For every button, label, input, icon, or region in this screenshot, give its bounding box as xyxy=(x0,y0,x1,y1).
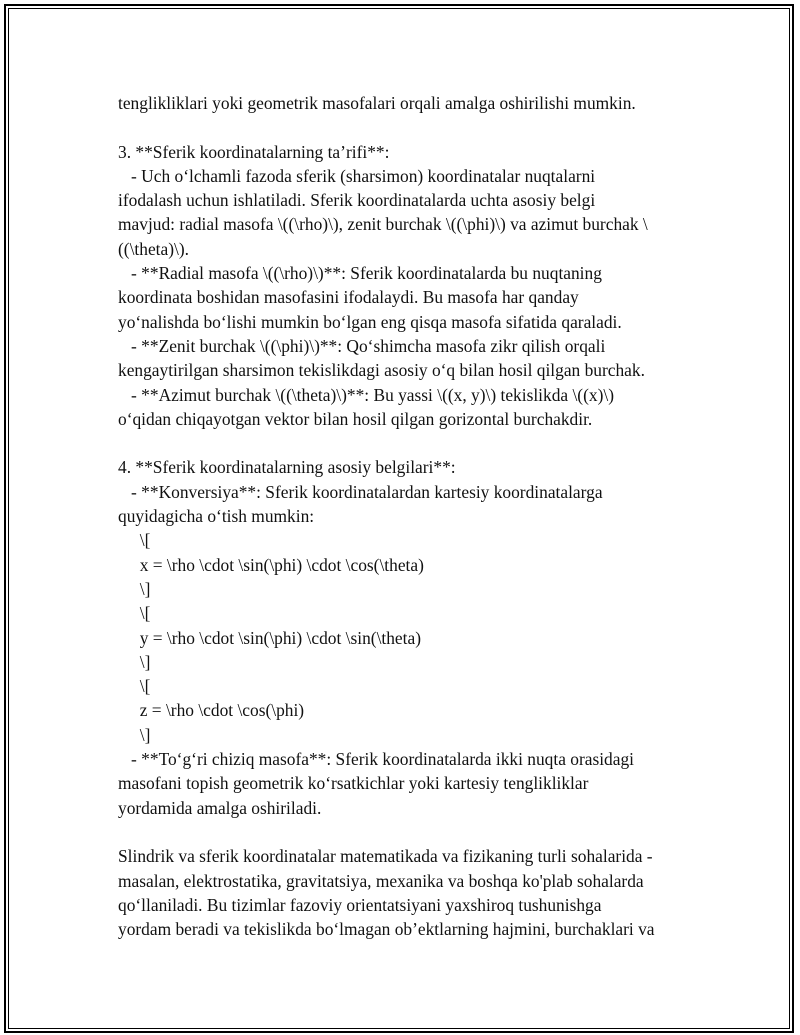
text-line: masofani topish geometrik ko‘rsatkichlar yoki kartesiy tenglikliklar xyxy=(118,773,589,794)
text-line: masalan, elektrostatika, gravitatsiya, mexanika va boshqa ko'plab sohalarda xyxy=(118,870,644,891)
blank-line xyxy=(118,820,718,844)
text-line: - **Zenit burchak \((\phi)\)**: Qo‘shimcha masofa zikr qilish orqali xyxy=(118,335,606,356)
text-line: yordamida amalga oshiriladi. xyxy=(118,797,322,818)
text-line: Slindrik va sferik koordinatalar matematikada va fizikaning turli sohalarida - xyxy=(118,846,653,867)
formula-line: y = \rho \cdot \sin(\phi) \cdot \sin(\theta) xyxy=(118,627,421,648)
formula-line: z = \rho \cdot \cos(\phi) xyxy=(118,700,305,721)
text-line: - **Konversiya**: Sferik koordinatalardan kartesiy koordinatalarga xyxy=(118,481,603,502)
text-line: - **To‘g‘ri chiziq masofa**: Sferik koordinatalarda ikki nuqta orasidagi xyxy=(118,749,635,770)
formula-line: \[ xyxy=(118,603,151,624)
text-line: mavjud: radial masofa \((\rho)\), zenit burchak \((\phi)\) va azimut burchak \ xyxy=(118,214,648,235)
blank-line xyxy=(118,431,718,455)
text-line: tenglikliklari yoki geometrik masofalari orqali amalga oshirilishi mumkin. xyxy=(118,93,636,113)
text-line: ((\theta)\). xyxy=(118,238,189,259)
section-heading-4: 4. **Sferik koordinatalarning asosiy belgilari**: xyxy=(118,457,456,478)
text-line: kengaytirilgan sharsimon tekislikdagi asosiy o‘q bilan hosil qilgan burchak. xyxy=(118,360,645,381)
text-line: yordam beradi va tekislikda bo‘lmagan ob’ektlarning hajmini, burchaklari va xyxy=(118,919,655,940)
text-line: o‘qidan chiqayotgan vektor bilan hosil qilgan gorizontal burchakdir. xyxy=(118,408,593,429)
text-line: ifodalash uchun ishlatiladi. Sferik koordinatalarda uchta asosiy belgi xyxy=(118,190,596,211)
text-line: yo‘nalishda bo‘lishi mumkin bo‘lgan eng qisqa masofa sifatida qaraladi. xyxy=(118,311,622,332)
formula-line: x = \rho \cdot \sin(\phi) \cdot \cos(\theta) xyxy=(118,554,424,575)
text-line: qo‘llaniladi. Bu tizimlar fazoviy orientatsiyani yaxshiroq tushunishga xyxy=(118,894,602,915)
text-line: quyidagicha o‘tish mumkin: xyxy=(118,506,315,527)
formula-line: \] xyxy=(118,578,151,599)
formula-line: \[ xyxy=(118,530,151,551)
text-line: - **Radial masofa \((\rho)\)**: Sferik koordinatalarda bu nuqtaning xyxy=(118,263,602,284)
section-heading-3: 3. **Sferik koordinatalarning ta’rifi**: xyxy=(118,141,390,162)
formula-line: \] xyxy=(118,651,151,672)
text-line: - **Azimut burchak \((\theta)\)**: Bu yassi \((x, y)\) tekislikda \((x)\) xyxy=(118,384,614,405)
blank-line xyxy=(118,115,718,139)
formula-line: \[ xyxy=(118,676,151,697)
formula-line: \] xyxy=(118,724,151,745)
document-body xyxy=(118,91,718,941)
text-line: koordinata boshidan masofasini ifodalaydi. Bu masofa har qanday xyxy=(118,287,579,308)
text-line: - Uch o‘lchamli fazoda sferik (sharsimon) koordinatalar nuqtalarni xyxy=(118,165,596,186)
